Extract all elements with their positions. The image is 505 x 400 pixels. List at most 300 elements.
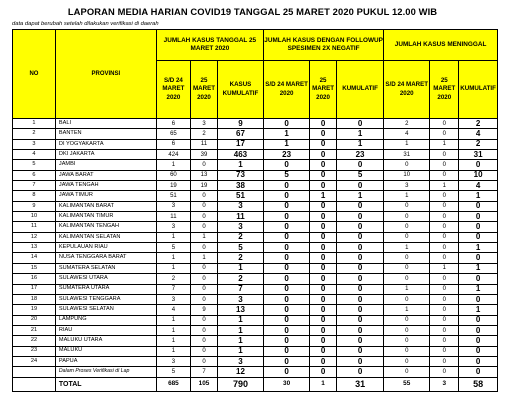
cell-negatif-kumulatif: 0	[336, 367, 383, 377]
cell-kasus-kumulatif: 3	[217, 294, 263, 304]
row-provinsi: NUSA TENGGARA BARAT	[55, 253, 156, 263]
cell-negatif-sd24: 0	[264, 222, 310, 232]
row-provinsi: Dalam Proses Verifikasi di Lap	[55, 367, 156, 377]
table-row	[13, 119, 498, 129]
cell-kasus-sd24: 1	[156, 232, 190, 242]
row-no: 7	[13, 181, 56, 191]
cell-kasus-kumulatif: 2	[217, 232, 263, 242]
cell-meninggal-25: 1	[430, 139, 459, 149]
cell-negatif-kumulatif: 0	[336, 243, 383, 253]
cell-kasus-25: 0	[191, 243, 218, 253]
row-no: 22	[13, 336, 56, 346]
table-row-total	[13, 377, 498, 391]
cell-meninggal-sd24: 1	[384, 191, 430, 201]
cell-meninggal-kumulatif: 0	[459, 356, 498, 366]
header-kasus-25: 25 MARET 2020	[191, 61, 218, 119]
cell-negatif-sd24: 0	[264, 305, 310, 315]
table-row	[13, 139, 498, 149]
cell-meninggal-25: 0	[430, 325, 459, 335]
cell-meninggal-kumulatif: 31	[459, 150, 498, 160]
header-meninggal-kumulatif: KUMULATIF	[459, 61, 498, 119]
cell-negatif-25: 0	[310, 315, 337, 325]
cell-meninggal-sd24: 0	[384, 212, 430, 222]
cell-negatif-25: 0	[310, 253, 337, 263]
cell-negatif-25: 0	[310, 336, 337, 346]
total-meninggal-25: 3	[430, 377, 459, 391]
header-negatif-25: 25 MARET 2020	[310, 61, 337, 119]
row-no: 6	[13, 170, 56, 180]
cell-kasus-kumulatif: 3	[217, 201, 263, 211]
cell-negatif-sd24: 0	[264, 336, 310, 346]
row-provinsi: BANTEN	[55, 129, 156, 139]
cell-kasus-25: 11	[191, 139, 218, 149]
cell-kasus-kumulatif: 1	[217, 263, 263, 273]
table-row	[13, 253, 498, 263]
header-group-negatif: JUMLAH KASUS DENGAN FOLLOWUP SPESIMEN 2X NEGATIF	[264, 30, 384, 61]
table-row	[13, 336, 498, 346]
row-no	[13, 367, 56, 377]
table-row-verifikasi	[13, 367, 498, 377]
row-provinsi: KALIMANTAN BARAT	[55, 201, 156, 211]
row-no: 3	[13, 139, 56, 149]
cell-kasus-25: 0	[191, 274, 218, 284]
cell-meninggal-kumulatif: 2	[459, 139, 498, 149]
row-provinsi: KALIMANTAN TENGAH	[55, 222, 156, 232]
cell-meninggal-25: 0	[430, 170, 459, 180]
cell-meninggal-sd24: 1	[384, 243, 430, 253]
total-meninggal-sd24: 55	[384, 377, 430, 391]
cell-meninggal-kumulatif: 2	[459, 119, 498, 129]
cell-meninggal-kumulatif: 0	[459, 232, 498, 242]
cell-meninggal-kumulatif: 0	[459, 367, 498, 377]
row-no: 17	[13, 284, 56, 294]
cell-negatif-25: 0	[310, 139, 337, 149]
cell-negatif-kumulatif: 0	[336, 253, 383, 263]
cell-negatif-25: 0	[310, 356, 337, 366]
cell-negatif-kumulatif: 0	[336, 119, 383, 129]
cell-negatif-kumulatif: 0	[336, 315, 383, 325]
cell-kasus-25: 39	[191, 150, 218, 160]
cell-meninggal-25: 1	[430, 181, 459, 191]
header-no: NO	[13, 30, 56, 119]
cell-kasus-kumulatif: 463	[217, 150, 263, 160]
cell-kasus-25: 0	[191, 325, 218, 335]
cell-negatif-kumulatif: 0	[336, 274, 383, 284]
cell-kasus-kumulatif: 1	[217, 315, 263, 325]
row-no: 20	[13, 315, 56, 325]
cell-meninggal-kumulatif: 1	[459, 305, 498, 315]
cell-kasus-sd24: 3	[156, 222, 190, 232]
cell-kasus-kumulatif: 1	[217, 160, 263, 170]
cell-kasus-sd24: 1	[156, 346, 190, 356]
cell-meninggal-25: 0	[430, 253, 459, 263]
cell-meninggal-25: 0	[430, 129, 459, 139]
cell-meninggal-25: 0	[430, 150, 459, 160]
cell-kasus-25: 0	[191, 191, 218, 201]
cell-meninggal-25: 0	[430, 336, 459, 346]
cell-negatif-kumulatif: 0	[336, 263, 383, 273]
cell-negatif-kumulatif: 1	[336, 129, 383, 139]
header-provinsi: PROVINSI	[55, 30, 156, 119]
cell-kasus-sd24: 7	[156, 284, 190, 294]
table-row	[13, 181, 498, 191]
cell-meninggal-kumulatif: 0	[459, 253, 498, 263]
cell-kasus-kumulatif: 12	[217, 367, 263, 377]
cell-kasus-kumulatif: 51	[217, 191, 263, 201]
cell-negatif-kumulatif: 1	[336, 191, 383, 201]
cell-negatif-25: 0	[310, 243, 337, 253]
cell-kasus-sd24: 51	[156, 191, 190, 201]
cell-kasus-sd24: 2	[156, 274, 190, 284]
cell-negatif-sd24: 1	[264, 139, 310, 149]
row-provinsi: RIAU	[55, 325, 156, 335]
row-no: 24	[13, 356, 56, 366]
cell-meninggal-25: 0	[430, 212, 459, 222]
cell-negatif-25: 0	[310, 119, 337, 129]
cell-negatif-kumulatif: 0	[336, 201, 383, 211]
total-label: TOTAL	[55, 377, 156, 391]
cell-meninggal-sd24: 0	[384, 356, 430, 366]
cell-meninggal-sd24: 0	[384, 253, 430, 263]
cell-kasus-kumulatif: 17	[217, 139, 263, 149]
cell-kasus-kumulatif: 3	[217, 356, 263, 366]
row-no: 16	[13, 274, 56, 284]
table-row	[13, 305, 498, 315]
cell-kasus-kumulatif: 38	[217, 181, 263, 191]
cell-meninggal-sd24: 0	[384, 367, 430, 377]
cell-kasus-25: 0	[191, 356, 218, 366]
cell-kasus-kumulatif: 11	[217, 212, 263, 222]
table-row	[13, 263, 498, 273]
cell-negatif-kumulatif: 0	[336, 346, 383, 356]
cell-meninggal-kumulatif: 0	[459, 222, 498, 232]
row-no: 23	[13, 346, 56, 356]
cell-kasus-25: 7	[191, 367, 218, 377]
total-negatif-kumulatif: 31	[336, 377, 383, 391]
cell-negatif-sd24: 0	[264, 181, 310, 191]
cell-meninggal-kumulatif: 0	[459, 346, 498, 356]
row-no: 4	[13, 150, 56, 160]
cell-kasus-sd24: 3	[156, 201, 190, 211]
cell-meninggal-sd24: 0	[384, 336, 430, 346]
row-provinsi: LAMPUNG	[55, 315, 156, 325]
cell-kasus-kumulatif: 5	[217, 243, 263, 253]
cell-meninggal-kumulatif: 1	[459, 191, 498, 201]
cell-negatif-sd24: 0	[264, 191, 310, 201]
cell-negatif-sd24: 0	[264, 253, 310, 263]
cell-kasus-sd24: 5	[156, 243, 190, 253]
table-row	[13, 284, 498, 294]
cell-meninggal-sd24: 10	[384, 170, 430, 180]
cell-negatif-sd24: 1	[264, 129, 310, 139]
cell-kasus-sd24: 65	[156, 129, 190, 139]
cell-negatif-25: 0	[310, 222, 337, 232]
cell-kasus-sd24: 3	[156, 294, 190, 304]
row-provinsi: DI YOGYAKARTA	[55, 139, 156, 149]
cell-kasus-sd24: 1	[156, 325, 190, 335]
cell-negatif-25: 0	[310, 232, 337, 242]
cell-negatif-sd24: 0	[264, 284, 310, 294]
cell-meninggal-kumulatif: 0	[459, 325, 498, 335]
cell-negatif-sd24: 0	[264, 294, 310, 304]
cell-meninggal-kumulatif: 0	[459, 201, 498, 211]
header-negatif-kumulatif: KUMULATIF	[336, 61, 383, 119]
row-no: 2	[13, 129, 56, 139]
cell-negatif-25: 0	[310, 263, 337, 273]
cell-kasus-sd24: 19	[156, 181, 190, 191]
total-negatif-sd24: 30	[264, 377, 310, 391]
row-provinsi: KALIMANTAN SELATAN	[55, 232, 156, 242]
cell-negatif-25: 0	[310, 367, 337, 377]
cell-meninggal-25: 0	[430, 119, 459, 129]
cell-negatif-25: 0	[310, 150, 337, 160]
cell-meninggal-kumulatif: 0	[459, 336, 498, 346]
cell-negatif-25: 0	[310, 170, 337, 180]
table-row	[13, 315, 498, 325]
cell-meninggal-kumulatif: 1	[459, 243, 498, 253]
cell-kasus-25: 0	[191, 222, 218, 232]
header-kasus-kumulatif: KASUS KUMULATIF	[217, 61, 263, 119]
cell-kasus-kumulatif: 1	[217, 346, 263, 356]
cell-negatif-kumulatif: 0	[336, 325, 383, 335]
row-no: 9	[13, 201, 56, 211]
table-body	[13, 119, 498, 392]
row-no: 5	[13, 160, 56, 170]
cell-meninggal-sd24: 0	[384, 232, 430, 242]
cell-meninggal-25: 0	[430, 232, 459, 242]
table-row	[13, 201, 498, 211]
table-row	[13, 274, 498, 284]
cell-meninggal-25: 0	[430, 346, 459, 356]
header-group-meninggal: JUMLAH KASUS MENINGGAL	[384, 30, 498, 61]
row-no: 18	[13, 294, 56, 304]
cell-meninggal-kumulatif: 0	[459, 294, 498, 304]
row-provinsi: SUMATERA UTARA	[55, 284, 156, 294]
cell-kasus-sd24: 424	[156, 150, 190, 160]
cell-negatif-sd24: 0	[264, 160, 310, 170]
cell-kasus-25: 0	[191, 212, 218, 222]
cell-meninggal-kumulatif: 4	[459, 129, 498, 139]
cell-kasus-25: 0	[191, 315, 218, 325]
table-row	[13, 170, 498, 180]
cell-meninggal-25: 0	[430, 356, 459, 366]
row-provinsi: SULAWESI SELATAN	[55, 305, 156, 315]
cell-negatif-25: 0	[310, 294, 337, 304]
header-meninggal-25: 25 MARET 2020	[430, 61, 459, 119]
cell-kasus-sd24: 60	[156, 170, 190, 180]
cell-negatif-sd24: 0	[264, 119, 310, 129]
cell-negatif-kumulatif: 5	[336, 170, 383, 180]
cell-meninggal-kumulatif: 1	[459, 284, 498, 294]
cell-kasus-25: 19	[191, 181, 218, 191]
cell-meninggal-sd24: 31	[384, 150, 430, 160]
cell-negatif-sd24: 0	[264, 243, 310, 253]
cell-negatif-sd24: 0	[264, 201, 310, 211]
cell-meninggal-kumulatif: 0	[459, 274, 498, 284]
report-title: LAPORAN MEDIA HARIAN COVID19 TANGGAL 25 MARET 2020 PUKUL 12.00 WIB	[67, 6, 438, 17]
cell-meninggal-25: 0	[430, 160, 459, 170]
cell-negatif-25: 0	[310, 305, 337, 315]
row-no: 12	[13, 232, 56, 242]
header-negatif-sd24: S/D 24 MARET 2020	[264, 61, 310, 119]
cell-meninggal-kumulatif: 0	[459, 160, 498, 170]
row-no: 19	[13, 305, 56, 315]
cell-negatif-25: 0	[310, 129, 337, 139]
table-row	[13, 191, 498, 201]
cell-negatif-sd24: 23	[264, 150, 310, 160]
cell-kasus-kumulatif: 73	[217, 170, 263, 180]
cell-meninggal-kumulatif: 1	[459, 263, 498, 273]
cell-negatif-sd24: 5	[264, 170, 310, 180]
table-row	[13, 325, 498, 335]
cell-kasus-sd24: 6	[156, 119, 190, 129]
cell-kasus-25: 1	[191, 232, 218, 242]
total-negatif-25: 1	[310, 377, 337, 391]
cell-meninggal-sd24: 1	[384, 284, 430, 294]
cell-meninggal-kumulatif: 0	[459, 212, 498, 222]
cell-negatif-kumulatif: 0	[336, 305, 383, 315]
cell-kasus-25: 0	[191, 160, 218, 170]
cell-meninggal-25: 0	[430, 305, 459, 315]
row-provinsi: MALUKU UTARA	[55, 336, 156, 346]
cell-kasus-25: 9	[191, 305, 218, 315]
cell-negatif-kumulatif: 0	[336, 284, 383, 294]
cell-meninggal-25: 0	[430, 222, 459, 232]
row-provinsi: SUMATERA SELATAN	[55, 263, 156, 273]
cell-kasus-kumulatif: 9	[217, 119, 263, 129]
cell-meninggal-sd24: 1	[384, 305, 430, 315]
cell-meninggal-sd24: 0	[384, 325, 430, 335]
cell-negatif-kumulatif: 0	[336, 356, 383, 366]
row-no: 10	[13, 212, 56, 222]
row-provinsi: JAMBI	[55, 160, 156, 170]
row-provinsi: BALI	[55, 119, 156, 129]
cell-meninggal-sd24: 3	[384, 181, 430, 191]
row-no: 14	[13, 253, 56, 263]
cell-kasus-25: 0	[191, 294, 218, 304]
cell-kasus-25: 2	[191, 129, 218, 139]
cell-meninggal-sd24: 0	[384, 263, 430, 273]
row-no: 11	[13, 222, 56, 232]
cell-negatif-kumulatif: 0	[336, 294, 383, 304]
row-provinsi: JAWA BARAT	[55, 170, 156, 180]
cell-negatif-sd24: 0	[264, 274, 310, 284]
cell-kasus-25: 0	[191, 263, 218, 273]
cell-kasus-25: 0	[191, 336, 218, 346]
total-meninggal-kumulatif: 58	[459, 377, 498, 391]
cell-meninggal-sd24: 0	[384, 294, 430, 304]
row-provinsi: KALIMANTAN TIMUR	[55, 212, 156, 222]
cell-negatif-25: 0	[310, 284, 337, 294]
cell-kasus-sd24: 1	[156, 315, 190, 325]
total-kasus-25: 105	[191, 377, 218, 391]
cell-negatif-sd24: 0	[264, 346, 310, 356]
cell-kasus-kumulatif: 2	[217, 253, 263, 263]
cell-negatif-25: 1	[310, 191, 337, 201]
cell-kasus-sd24: 3	[156, 356, 190, 366]
cell-negatif-kumulatif: 0	[336, 212, 383, 222]
cell-negatif-sd24: 0	[264, 232, 310, 242]
row-provinsi: PAPUA	[55, 356, 156, 366]
table-row	[13, 222, 498, 232]
row-provinsi: JAWA TENGAH	[55, 181, 156, 191]
cell-negatif-sd24: 0	[264, 356, 310, 366]
table-row	[13, 294, 498, 304]
cell-meninggal-sd24: 0	[384, 222, 430, 232]
row-no	[13, 377, 56, 391]
cell-negatif-25: 0	[310, 201, 337, 211]
cell-negatif-kumulatif: 23	[336, 150, 383, 160]
header-group-jumlah-kasus: JUMLAH KASUS TANGGAL 25 MARET 2020	[156, 30, 263, 61]
table-row	[13, 356, 498, 366]
table-row	[13, 160, 498, 170]
row-no: 21	[13, 325, 56, 335]
cell-kasus-sd24: 4	[156, 305, 190, 315]
table-row	[13, 243, 498, 253]
cell-meninggal-sd24: 0	[384, 201, 430, 211]
cell-kasus-sd24: 1	[156, 263, 190, 273]
cell-kasus-kumulatif: 2	[217, 274, 263, 284]
table-row	[13, 212, 498, 222]
cell-meninggal-sd24: 0	[384, 274, 430, 284]
total-kasus-sd24: 685	[156, 377, 190, 391]
cell-kasus-kumulatif: 3	[217, 222, 263, 232]
report-subtitle: data dapat berubah setelah dilakukan verifikasi di daerah	[12, 21, 159, 27]
cell-negatif-25: 0	[310, 181, 337, 191]
cell-meninggal-sd24: 0	[384, 315, 430, 325]
cell-kasus-kumulatif: 13	[217, 305, 263, 315]
total-kasus-kumulatif: 790	[217, 377, 263, 391]
cell-negatif-kumulatif: 0	[336, 336, 383, 346]
cell-negatif-sd24: 0	[264, 263, 310, 273]
cell-meninggal-sd24: 0	[384, 160, 430, 170]
row-provinsi: KEPULAUAN RIAU	[55, 243, 156, 253]
row-provinsi: DKI JAKARTA	[55, 150, 156, 160]
cell-kasus-sd24: 1	[156, 336, 190, 346]
cell-meninggal-kumulatif: 10	[459, 170, 498, 180]
row-no: 15	[13, 263, 56, 273]
row-provinsi: JAWA TIMUR	[55, 191, 156, 201]
cell-meninggal-25: 1	[430, 263, 459, 273]
header-kasus-sd24: S/D 24 MARET 2020	[156, 61, 190, 119]
row-provinsi: SULAWESI UTARA	[55, 274, 156, 284]
cell-negatif-25: 0	[310, 274, 337, 284]
table-row	[13, 232, 498, 242]
covid-report-table	[12, 29, 498, 392]
cell-meninggal-sd24: 1	[384, 139, 430, 149]
cell-kasus-sd24: 1	[156, 160, 190, 170]
cell-negatif-kumulatif: 0	[336, 160, 383, 170]
cell-kasus-kumulatif: 1	[217, 325, 263, 335]
cell-negatif-25: 0	[310, 325, 337, 335]
cell-meninggal-kumulatif: 4	[459, 181, 498, 191]
cell-meninggal-sd24: 2	[384, 119, 430, 129]
cell-meninggal-25: 0	[430, 367, 459, 377]
cell-negatif-kumulatif: 0	[336, 181, 383, 191]
header-meninggal-sd24: S/D 24 MARET 2020	[384, 61, 430, 119]
cell-kasus-kumulatif: 1	[217, 336, 263, 346]
table-row	[13, 346, 498, 356]
table-row	[13, 150, 498, 160]
cell-kasus-25: 0	[191, 346, 218, 356]
cell-negatif-sd24: 0	[264, 212, 310, 222]
cell-meninggal-sd24: 4	[384, 129, 430, 139]
cell-kasus-sd24: 5	[156, 367, 190, 377]
cell-negatif-25: 0	[310, 160, 337, 170]
cell-negatif-kumulatif: 0	[336, 232, 383, 242]
cell-meninggal-sd24: 0	[384, 346, 430, 356]
cell-meninggal-kumulatif: 0	[459, 315, 498, 325]
